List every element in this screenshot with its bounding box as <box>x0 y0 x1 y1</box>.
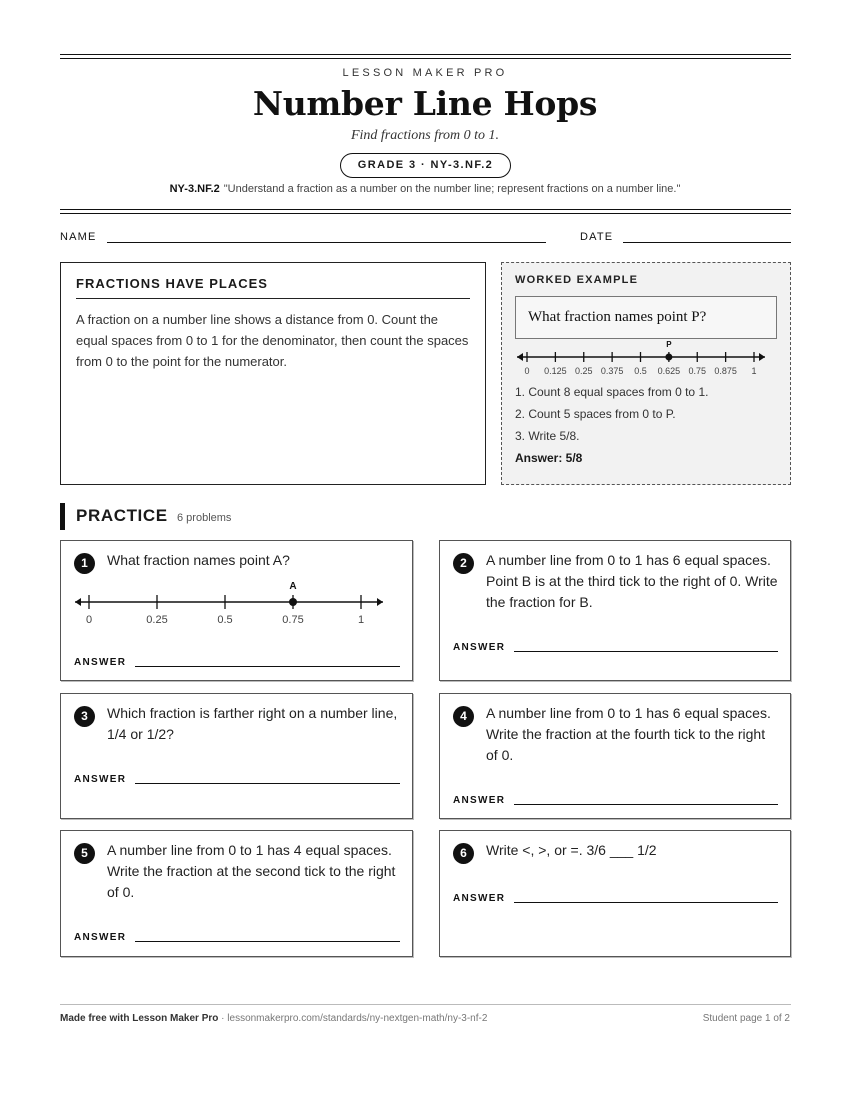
top-rule <box>60 54 791 59</box>
answer-field[interactable] <box>514 651 778 652</box>
problem-card-6 <box>439 830 791 957</box>
answer-field[interactable] <box>135 783 400 784</box>
problem-text: What fraction names point A? <box>107 552 290 568</box>
worked-example-step: 1. Count 8 equal spaces from 0 to 1. <box>515 385 709 399</box>
standard-text: "Understand a fraction as a number on the number line; represent fractions on a number line." <box>223 183 681 195</box>
standard-line <box>0 183 850 195</box>
problem-card-4 <box>439 693 791 819</box>
header-bottom-rule <box>60 209 791 214</box>
number-line-tick-label: 0.125 <box>544 366 567 376</box>
answer-label: ANSWER <box>74 932 127 943</box>
problem-number: 1 <box>74 553 95 574</box>
problem-text: Which fraction is farther right on a number line, 1/4 or 1/2? <box>107 705 398 742</box>
number-line-tick-label: 0.25 <box>146 614 168 626</box>
worked-example-steps <box>515 381 777 447</box>
page-subtitle: Find fractions from 0 to 1. <box>350 128 500 143</box>
answer-label: ANSWER <box>453 642 506 653</box>
brand-name: LESSON MAKER PRO <box>342 67 508 79</box>
answer-label: ANSWER <box>74 657 127 668</box>
standard-code: NY-3.NF.2 <box>169 183 220 195</box>
problem-card-2 <box>439 540 791 681</box>
number-line-tick-label: 0.375 <box>600 366 624 376</box>
problem-card-3 <box>60 693 413 819</box>
answer-field[interactable] <box>135 666 400 667</box>
worked-example-step: 2. Count 5 spaces from 0 to P. <box>515 407 676 421</box>
date-label: DATE <box>580 231 614 243</box>
arrow-right-icon <box>759 353 765 361</box>
worked-example-question: What fraction names point P? <box>515 296 777 339</box>
worked-example-step: 3. Write 5/8. <box>515 429 580 443</box>
practice-count: 6 problems <box>177 512 232 524</box>
number-line-tick-label: 0.25 <box>574 366 593 376</box>
intro-text: A fraction on a number line shows a distance from 0. Count the equal spaces from 0 to 1 for the denominator, then count the spaces from 0 to the point for the numerator. <box>76 312 469 369</box>
problem-text: A number line from 0 to 1 has 6 equal spaces. Point B is at the third tick to the right of 0. Write the fraction for B. <box>486 552 778 610</box>
grade-badge: GRADE 3 · NY-3.NF.2 <box>340 153 511 178</box>
number-line-tick-label: 0.875 <box>714 366 737 376</box>
number-line-tick-label: 0.5 <box>217 614 233 626</box>
arrow-left-icon <box>517 353 523 361</box>
worked-example-answer: Answer: 5/8 <box>515 451 583 465</box>
number-line-point <box>665 354 672 361</box>
date-field[interactable] <box>623 242 791 243</box>
name-label: NAME <box>60 231 97 243</box>
number-line-tick-label: 1 <box>357 614 365 626</box>
number-line-point <box>289 598 297 606</box>
problem-number: 3 <box>74 706 95 727</box>
problem-card-5 <box>60 830 413 957</box>
footer-page: Student page 1 of 2 <box>702 1013 790 1024</box>
arrow-right-icon <box>377 598 383 606</box>
problem-number: 4 <box>453 706 474 727</box>
name-field[interactable] <box>107 242 546 243</box>
worked-example-number-line <box>515 341 777 377</box>
problem-number: 6 <box>453 843 474 864</box>
problem-text: A number line from 0 to 1 has 4 equal spaces. Write the fraction at the second tick to the right of 0. <box>107 842 396 900</box>
number-line-tick-label: 0.75 <box>688 366 707 376</box>
answer-label: ANSWER <box>74 774 127 785</box>
number-line-tick-label: 0.75 <box>282 614 304 626</box>
number-line-tick-label: 0 <box>85 614 93 626</box>
problem-text: Write <, >, or =. 3/6 ___ 1/2 <box>486 842 657 858</box>
footer-rule <box>60 1004 791 1005</box>
problem-text: A number line from 0 to 1 has 6 equal spaces. Write the fraction at the fourth tick to the right of 0. <box>486 705 771 763</box>
footer-made-with: Made free with Lesson Maker Pro <box>60 1013 219 1024</box>
page-title: Number Line Hops <box>252 84 598 123</box>
answer-field[interactable] <box>514 804 778 805</box>
arrow-left-icon <box>75 598 81 606</box>
worked-example-title: WORKED EXAMPLE <box>515 274 639 286</box>
number-line-tick-label: 1 <box>751 366 757 376</box>
answer-field[interactable] <box>135 941 400 942</box>
number-line-tick-label: 0.625 <box>657 366 681 376</box>
practice-title: PRACTICE <box>76 506 168 525</box>
problem-number: 5 <box>74 843 95 864</box>
answer-label: ANSWER <box>453 893 506 904</box>
answer-field[interactable] <box>514 902 778 903</box>
footer-credit <box>60 1013 487 1024</box>
worked-example-box <box>501 262 791 485</box>
problem-1-number-line <box>73 578 393 628</box>
answer-label: ANSWER <box>453 795 506 806</box>
intro-box <box>60 262 486 485</box>
problem-card-1 <box>60 540 413 681</box>
intro-title: FRACTIONS HAVE PLACES <box>76 276 470 299</box>
number-line-point-label: A <box>289 581 297 592</box>
number-line-tick-label: 0.5 <box>634 366 647 376</box>
number-line-tick-label: 0 <box>524 366 530 376</box>
practice-accent-bar <box>60 503 65 530</box>
number-line-point-label: P <box>666 341 672 349</box>
problem-number: 2 <box>453 553 474 574</box>
footer-url: · lessonmakerpro.com/standards/ny-nextgen-math/ny-3-nf-2 <box>221 1013 488 1024</box>
